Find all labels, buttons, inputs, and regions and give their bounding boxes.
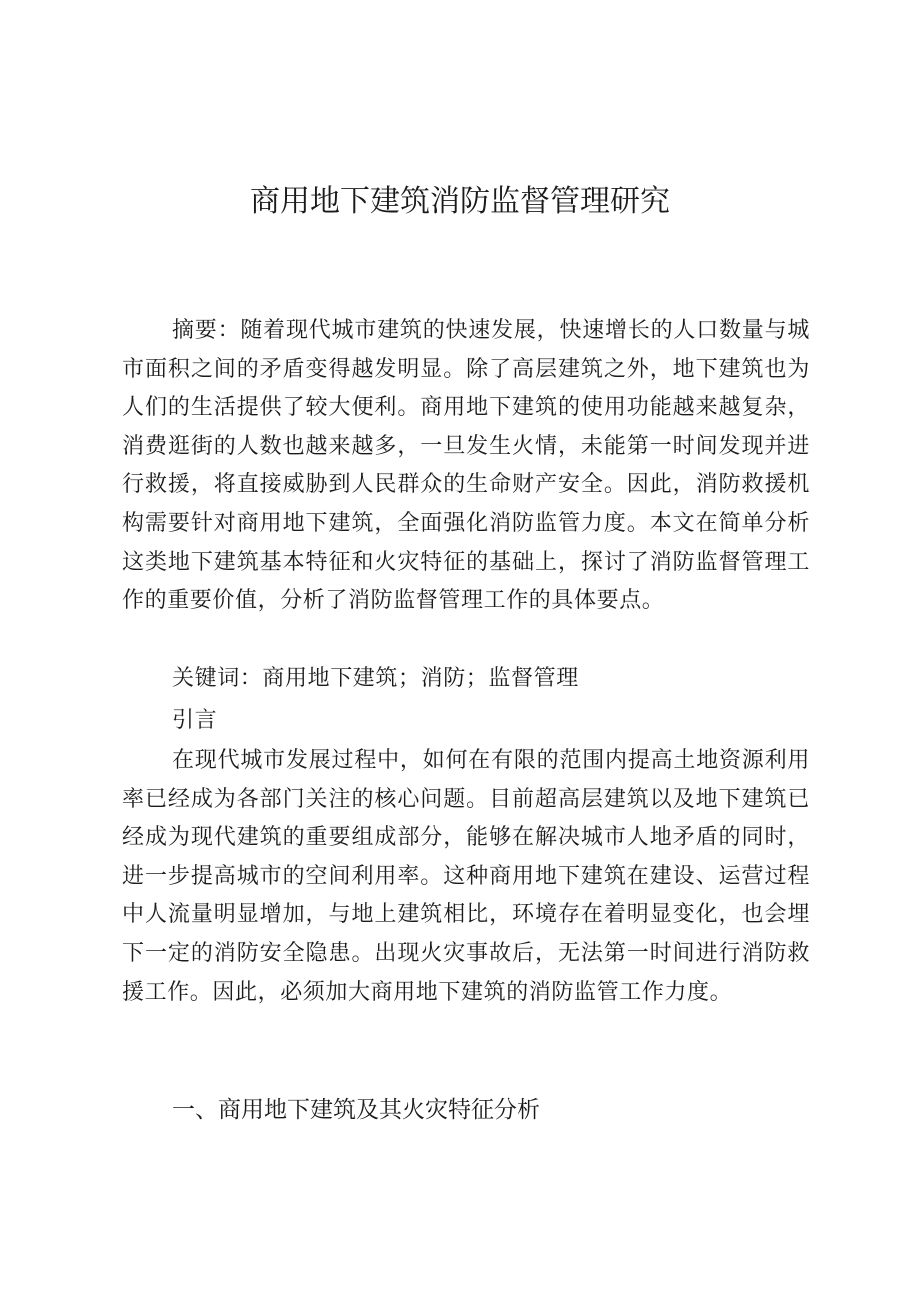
section-heading: 一、商用地下建筑及其火灾特征分析	[172, 1097, 540, 1123]
intro-paragraph: 在现代城市发展过程中，如何在有限的范围内提高土地资源利用率已经成为各部门关注的核心问题。目前超高层建筑以及地下建筑已经成为现代建筑的重要组成部分，能够在解决城市人地矛盾的同时，进一步提高城市的空间利用率。这种商用地下建筑在建设、运营过程中人流量明显增加，与地上建筑相比，环境存在着明显变化，也会埋下一定的消防安全隐患。出现火灾事故后，无法第一时间进行消防救援工作。因此，必须加大商用地下建筑的消防监管工作力度。	[122, 748, 810, 1005]
keywords-line: 关键词：商用地下建筑；消防；监督管理	[172, 666, 579, 691]
abstract-paragraph: 摘要：随着现代城市建筑的快速发展，快速增长的人口数量与城市面积之间的矛盾变得越发明显。除了高层建筑之外，地下建筑也为人们的生活提供了较大便利。商用地下建筑的使用功能越来越复杂，消费逛街的人数也越来越多，一旦发生火情，未能第一时间发现并进行救援，将直接威胁到人民群众的生命财产安全。因此，消防救援机构需要针对商用地下建筑，全面强化消防监管力度。本文在简单分析这类地下建筑基本特征和火灾特征的基础上，探讨了消防监督管理工作的重要价值，分析了消防监督管理工作的具体要点。	[122, 318, 810, 614]
intro-heading: 引言	[172, 708, 218, 733]
document-title: 商用地下建筑消防监督管理研究	[250, 184, 670, 219]
